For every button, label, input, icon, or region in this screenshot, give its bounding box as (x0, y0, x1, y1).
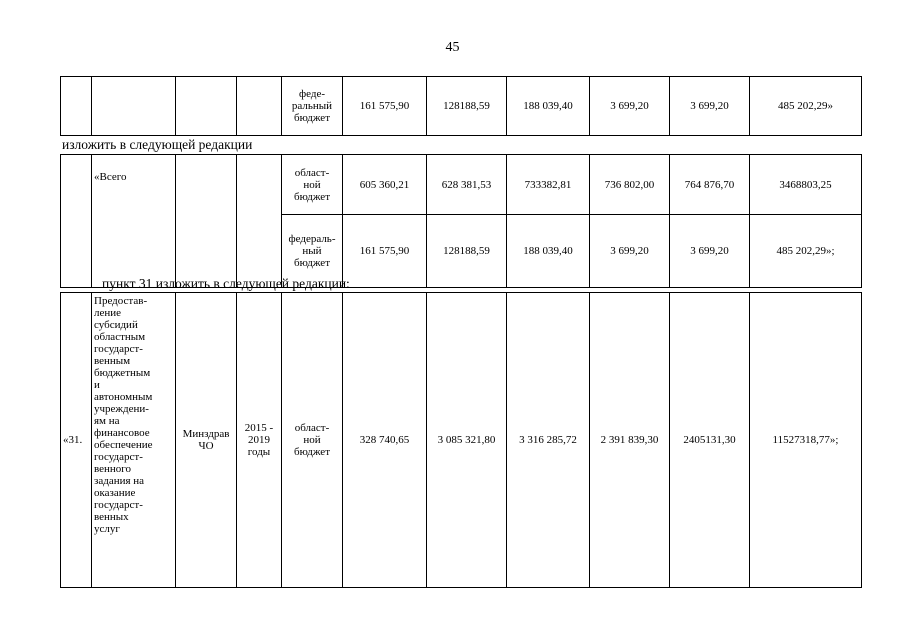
item-number: «31. (61, 293, 92, 588)
value-cell: 628 381,53 (427, 155, 507, 215)
value-cell: 3 316 285,72 (507, 293, 590, 588)
value-cell: 188 039,40 (507, 77, 590, 136)
empty-cell (176, 155, 237, 288)
row-label: «Всего (92, 155, 176, 288)
value-cell: 161 575,90 (343, 77, 427, 136)
value-cell: 3468803,25 (750, 155, 862, 215)
budget-label: област- ной бюджет (282, 293, 343, 588)
value-cell: 128188,59 (427, 77, 507, 136)
page-number: 45 (445, 40, 460, 55)
empty-cell (92, 77, 176, 136)
value-cell: 188 039,40 (507, 215, 590, 288)
table-total (60, 154, 862, 288)
value-cell: 3 699,20 (590, 77, 670, 136)
caption-item-31: пункт 31 изложить в следующей редакции: (102, 276, 350, 291)
empty-cell (237, 155, 282, 288)
value-cell: 128188,59 (427, 215, 507, 288)
executor: Минздрав ЧО (176, 293, 237, 588)
value-cell: 2 391 839,30 (590, 293, 670, 588)
value-cell: 736 802,00 (590, 155, 670, 215)
value-cell: 3 699,20 (670, 215, 750, 288)
value-cell: 328 740,65 (343, 293, 427, 588)
value-cell: 764 876,70 (670, 155, 750, 215)
value-cell: 11527318,77»; (750, 293, 862, 588)
item-description: Предостав- ление субсидий областным государст- венным бюджетным и автономным учреждени- ям на финансовое обеспечение государст- венного задания на оказание государст- венных услуг (92, 293, 176, 588)
budget-label: област- ной бюджет (282, 155, 343, 215)
value-cell: 3 699,20 (670, 77, 750, 136)
budget-label: федераль- ный бюджет (282, 215, 343, 288)
value-cell: 605 360,21 (343, 155, 427, 215)
empty-cell (61, 155, 92, 288)
budget-label: феде- ральный бюджет (282, 77, 343, 136)
table-item-31 (60, 292, 862, 588)
empty-cell (61, 77, 92, 136)
period: 2015 - 2019 годы (237, 293, 282, 588)
value-cell: 485 202,29»; (750, 215, 862, 288)
value-cell: 161 575,90 (343, 215, 427, 288)
value-cell: 2405131,30 (670, 293, 750, 588)
value-cell: 3 085 321,80 (427, 293, 507, 588)
table-top-fragment (60, 76, 862, 136)
caption-edit: изложить в следующей редакции (62, 137, 253, 152)
value-cell: 3 699,20 (590, 215, 670, 288)
empty-cell (237, 77, 282, 136)
value-cell: 733382,81 (507, 155, 590, 215)
value-cell: 485 202,29» (750, 77, 862, 136)
empty-cell (176, 77, 237, 136)
